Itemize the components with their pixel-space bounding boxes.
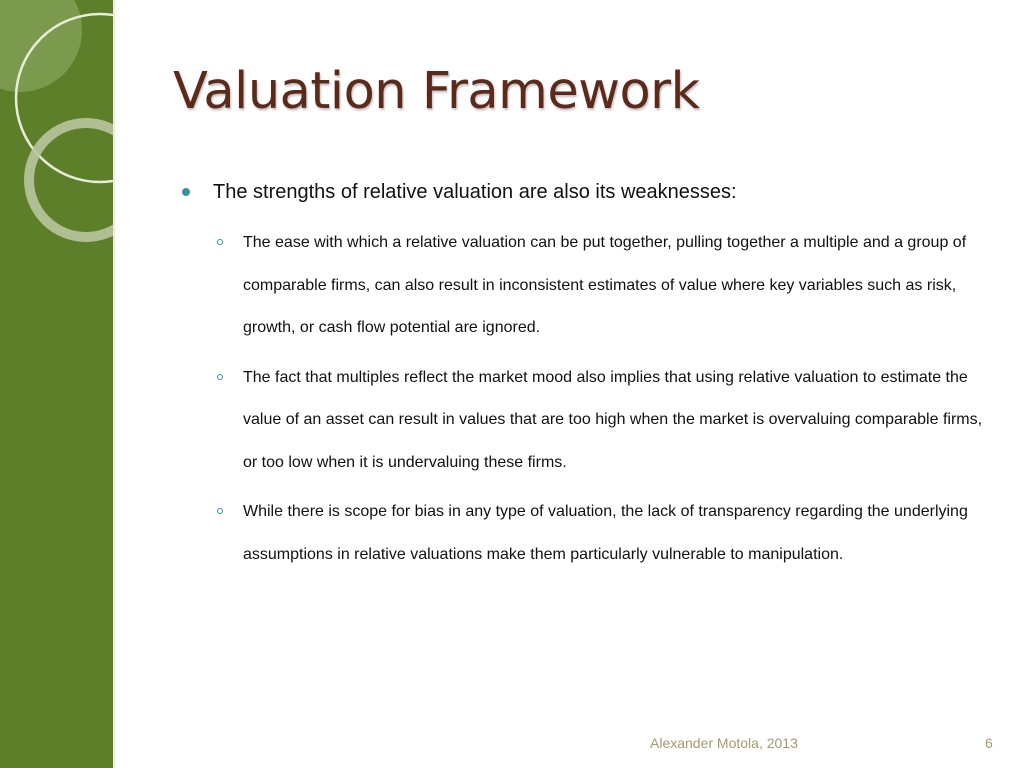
sub-bullet-text: The ease with which a relative valuation can be put together, pulling together a multiple and a group of comparable firms, can also result in inconsistent estimates of value where key variables such as risk, growth, or cash flow potential are ignored. <box>243 234 967 336</box>
sub-bullet-text: The fact that multiples reflect the market mood also implies that using relative valuation to estimate the value of an asset can result in values that are too high when the market is overvaluing comparable firms, or too low when it is undervaluing these firms. <box>243 368 983 471</box>
main-bullet <box>180 172 992 212</box>
bullet-ring-icon <box>217 374 223 380</box>
slide-content <box>180 172 992 583</box>
page-number: 6 <box>985 735 993 751</box>
decorative-sidebar <box>0 0 115 768</box>
slide-title: Valuation Framework <box>173 62 700 121</box>
decorative-circle-filled <box>0 0 82 92</box>
sub-bullet-item <box>180 222 992 350</box>
sub-bullet-text: While there is scope for bias in any type of valuation, the lack of transparency regarding the underlying assumptions in relative valuations make them particularly vulnerable to manipulation. <box>243 503 968 563</box>
decorative-circles <box>0 0 113 768</box>
bullet-ring-icon <box>217 239 223 245</box>
sub-bullet-list <box>180 222 992 576</box>
sub-bullet-item <box>180 357 992 485</box>
bullet-ring-icon <box>217 508 223 514</box>
decorative-circle-ring-thick <box>29 123 113 237</box>
bullet-dot-icon <box>182 188 190 196</box>
main-bullet-text: The strengths of relative valuation are also its weaknesses: <box>213 181 737 203</box>
footer-author: Alexander Motola, 2013 <box>650 735 798 751</box>
sub-bullet-item <box>180 491 992 576</box>
